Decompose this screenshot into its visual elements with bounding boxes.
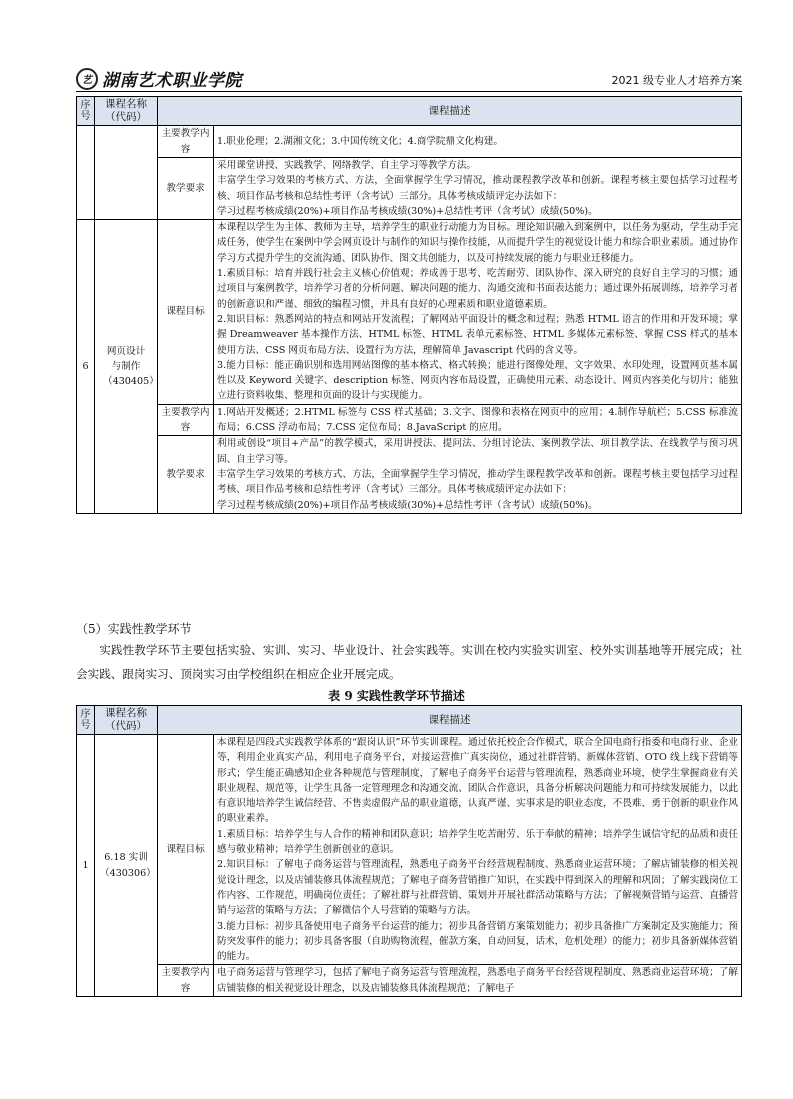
row-content — [214, 965, 742, 997]
header-desc: 课程描述 — [158, 706, 742, 735]
section-paragraph: 实践性教学环节主要包括实验、实训、实习、毕业设计、社会实践等。实训在校内实验实训室、校外实训基地等开展完成；社会实践、跟岗实习、顶岗实习由学校组织在相应企业开展完成。 — [76, 643, 742, 681]
row-label: 课程目标 — [158, 220, 214, 405]
course-number: 1 — [77, 735, 95, 997]
school-logo — [76, 66, 242, 91]
row-label: 课程目标 — [158, 735, 214, 965]
text-line: 3.能力目标：初步具备使用电子商务平台运营的能力；初步具备营销方案策划能力；初步具备推广方案制定及实施能力；预防突发事件的能力；初步具备客服（自助购物流程，催款方案，自动回复，话术，危机处理）的能力；初步具备新媒体营销的能力。 — [217, 920, 738, 963]
text-line: 学习过程考核成绩(20%)+项目作品考核成绩(30%)+总结性考评（含考试）成绩(50%)。 — [217, 499, 598, 511]
row-label: 教学要求 — [158, 158, 214, 220]
row-label: 主要教学内容 — [158, 965, 214, 997]
table-row — [77, 404, 742, 436]
row-content — [214, 735, 742, 965]
course-name: 网页设计与制作（430405） — [95, 220, 158, 514]
header-no: 序号 — [77, 97, 95, 126]
text-line: 2.知识目标：了解电子商务运营与管理流程，熟悉电子商务平台经营规程制度、熟悉商业运营环境；了解店铺装修的相关视觉设计理念，以及店铺装修具体流程规范；了解电子商务营销推广知识，在实践中得到深入的理解和巩固；了解实践岗位工作内容、工作规范，明确岗位责任；了解社群与社群营销、策划并开展社群活动策略与方法；了解视频营销与运营、直播营销与运营的策略与方法；了解微信个人号营销的策略与方法。 — [217, 859, 738, 917]
cont-name-cell — [95, 126, 158, 220]
course-number: 6 — [77, 220, 95, 514]
text-line: 本课程是四段式实践教学体系的“跟岗认识”环节实训课程。通过依托校企合作模式，联合全国电商行指委和电商行业、企业等，利用企业真实产品，利用电子商务平台，对接运营推广真实岗位，通过社群营销、新媒体营销、OTO 线上线下营销等形式；学生能正确感知企业各种规范与管理制度，了解电子商务平台运营与管理流程，熟悉商业环境，使学生掌握商业有关职业规程、规范等，让学生具备一定管理理念和沟通交流、团队合作意识，具备分析解决问题能力和可持续发展能力，以此有意识地培养学生诚信经营、不售卖虚假产品的职业道德，认真严谨、实事求是的职业态度，不畏难、勇于创新的职业作风的职业素养。 — [217, 737, 738, 825]
text-line: 1.素质目标：培育并践行社会主义核心价值观；养成善于思考、吃苦耐劳、团队协作、深入研究的良好自主学习的习惯；通过项目与案例教学，培养学习者的分析问题、解决问题的能力、沟通交流和书面表达能力；通过课外拓展训练，培养学习者的创新意识和严谨、细致的编程习惯，并具有良好的心理素质和职业道德素质。 — [217, 268, 738, 310]
table-row — [77, 158, 742, 220]
course-table-top — [76, 96, 742, 514]
header-name: 课程名称（代码） — [95, 97, 158, 126]
text-line: 利用或创设“项目+产品”的教学模式，采用讲授法、提问法、分组讨论法、案例教学法、项目教学法、在线教学与预习巩固、自主学习等。 — [217, 438, 738, 465]
row-label: 主要教学内容 — [158, 126, 214, 158]
text-line: 丰富学生学习效果的考核方式、方法，全面掌握学生学习情况，推动课程教学改革和创新。课程考核主要包括学习过程考核、项目作品考核和总结性考评（含考试）三部分。具体考核成绩评定办法如下： — [217, 175, 738, 202]
text-line: 1.网站开发概述；2.HTML 标签与 CSS 样式基础；3.文字、图像和表格在网页中的应用；4.制作导航栏；5.CSS 标准流布局；6.CSS 浮动布局；7.CSS 定位布局；8.JavaScript 的应用。 — [217, 406, 738, 434]
course-table-bottom — [76, 705, 742, 997]
text-line: 2.知识目标：熟悉网站的特点和网站开发流程；了解网站平面设计的概念和过程；熟悉 HTML 语言的作用和开发环境；掌握 Dreamweaver 基本操作方法、HTML 标签、HTML 表单元素标签、HTML 多媒体元素标签、掌握 CSS 样式的基本使用方法、CSS 网页布局方法、设置行为方法，理解简单 Javascript 代码的含义等。 — [217, 313, 738, 356]
table-caption: 表 9 实践性教学环节描述 — [328, 689, 465, 703]
header-desc: 课程描述 — [158, 97, 742, 126]
course-name: 6.18 实训（430306） — [95, 735, 158, 997]
text-line: 1.素质目标：培养学生与人合作的精神和团队意识；培养学生吃苦耐劳、乐于奉献的精神；培养学生诚信守纪的品质和责任感与敬业精神；培养学生创新创业的意识。 — [217, 828, 738, 856]
row-content — [214, 436, 742, 513]
text-line: 1.职业伦理；2.湖湘文化；3.中国传统文化；4.商学院鼎文化构建。 — [217, 135, 504, 147]
table-row — [77, 220, 742, 405]
text-line: 学习过程考核成绩(20%)+项目作品考核成绩(30%)+总结性考评（含考试）成绩(50%)。 — [217, 205, 598, 217]
row-label: 主要教学内容 — [158, 404, 214, 436]
document-title: 2021 级专业人才培养方案 — [611, 74, 742, 87]
row-label: 教学要求 — [158, 436, 214, 513]
row-content — [214, 126, 742, 158]
cont-no-cell — [77, 126, 95, 220]
text-line: 采用课堂讲授、实践教学、网络教学、自主学习等教学方法。 — [217, 160, 477, 171]
header-name: 课程名称（代码） — [95, 706, 158, 735]
text-line: 丰富学生学习效果的考核方式、方法，全面掌握学生学习情况，推动学生课程教学改革和创新。课程考核主要包括学习过程考核、项目作品考核和总结性考评（含考试）三部分。具体考核成绩评定办法如下： — [217, 468, 738, 496]
header-no: 序号 — [77, 706, 95, 735]
school-name: 湖南艺术职业学院 — [102, 71, 242, 91]
table-row — [77, 126, 742, 158]
table-row — [77, 436, 742, 513]
row-content — [214, 220, 742, 405]
table-header-row — [77, 97, 742, 126]
table-row — [77, 965, 742, 997]
row-content — [214, 404, 742, 436]
section-heading: （5）实践性教学环节 — [76, 622, 192, 636]
row-content — [214, 158, 742, 220]
table-header-row — [77, 706, 742, 735]
text-line: 3.能力目标：能正确识别和选用网站图像的基本格式、格式转换；能进行图像处理、文字效果、水印处理，设置网页基本属性以及 Keyword 关键字、description 标签、网页内容布局设置，正确使用元素、动态设计、网页内容美化与切片；能独立进行资料收集、整理和页面的设计与实现能力。 — [217, 359, 738, 402]
page-header — [76, 66, 742, 92]
school-seal-icon: 艺 — [76, 68, 98, 90]
table-row — [77, 735, 742, 965]
text-line: 电子商务运营与管理学习，包括了解电子商务运营与管理流程，熟悉电子商务平台经营规程制度、熟悉商业运营环境；了解店铺装修的相关视觉设计理念，以及店铺装修具体流程规范；了解电子 — [217, 967, 738, 994]
text-line: 本课程以学生为主体、教师为主导，培养学生的职业行动能力为目标。理论知识融入到案例中，以任务为驱动，学生动手完成任务，使学生在案例中学会网页设计与制作的知识与操作技能，从而提升学生的视觉设计能力和综合职业素质。通过协作学习方式提升学生的交流沟通、团队协作、图文共创能力，以及可持续发展的能力与职业迁移能力。 — [217, 222, 738, 264]
